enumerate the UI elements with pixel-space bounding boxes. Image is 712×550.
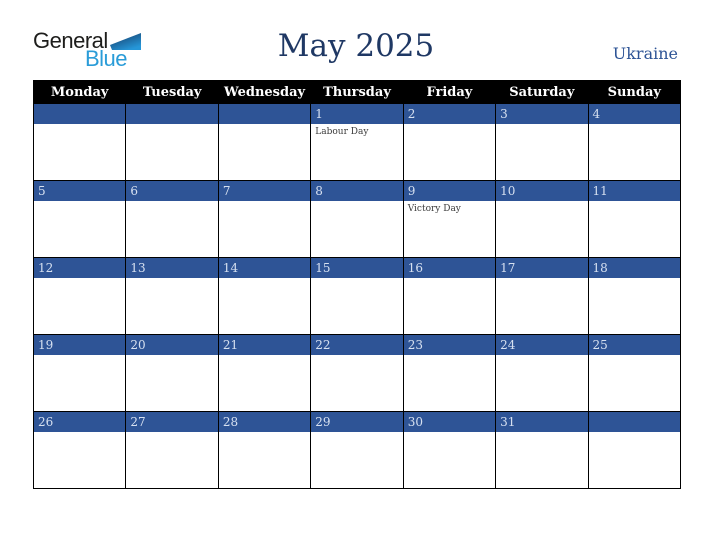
holiday-label	[589, 124, 680, 138]
holiday-label	[404, 278, 495, 292]
date-bar	[404, 104, 495, 124]
month-calendar	[33, 80, 681, 489]
holiday-label	[404, 355, 495, 369]
day-cell	[218, 258, 310, 335]
holiday-label	[496, 432, 587, 446]
day-cell	[34, 181, 126, 258]
date-bar	[589, 258, 680, 278]
day-cell	[126, 181, 218, 258]
day-cell	[496, 412, 588, 489]
holiday-label	[404, 124, 495, 138]
date-bar	[404, 181, 495, 201]
holiday-label	[34, 278, 125, 292]
date-bar	[34, 335, 125, 355]
date-number: 24	[500, 338, 516, 352]
date-bar	[126, 181, 217, 201]
date-bar	[126, 412, 217, 432]
day-cell	[496, 335, 588, 412]
holiday-label	[126, 124, 217, 138]
holiday-label	[311, 432, 402, 446]
day-cell	[34, 258, 126, 335]
day-cell	[218, 335, 310, 412]
day-cell	[311, 258, 403, 335]
date-bar	[34, 412, 125, 432]
weekday-wednesday: Wednesday	[218, 81, 310, 104]
date-number: 4	[592, 107, 601, 121]
date-number: 28	[222, 415, 239, 429]
holiday-label	[496, 278, 587, 292]
date-bar	[219, 412, 310, 432]
weekday-header-row	[34, 81, 681, 104]
day-cell	[588, 104, 680, 181]
holiday-label: Victory Day	[407, 204, 461, 214]
date-bar	[404, 335, 495, 355]
holiday-label	[126, 432, 217, 446]
holiday-label	[219, 355, 310, 369]
date-number: 18	[592, 261, 608, 275]
day-cell	[126, 335, 218, 412]
holiday-label	[219, 124, 310, 138]
day-cell	[126, 104, 218, 181]
date-number: 11	[592, 184, 608, 198]
holiday-label	[496, 355, 587, 369]
date-bar	[219, 181, 310, 201]
date-number: 19	[38, 338, 54, 352]
holiday-label	[219, 201, 310, 215]
day-cell	[588, 258, 680, 335]
date-bar	[311, 258, 402, 278]
date-bar	[219, 258, 310, 278]
date-bar	[311, 412, 402, 432]
date-number: 31	[500, 415, 516, 429]
day-cell	[403, 104, 495, 181]
date-bar	[589, 335, 680, 355]
date-number: 20	[130, 338, 146, 352]
date-number: 3	[500, 107, 508, 121]
holiday-label	[34, 355, 125, 369]
date-bar	[34, 181, 125, 201]
logo-text-blue: Blue	[85, 46, 128, 71]
date-number: 16	[407, 261, 423, 275]
day-cell	[218, 412, 310, 489]
day-cell	[218, 181, 310, 258]
date-number: 29	[315, 415, 331, 429]
holiday-label	[311, 201, 402, 215]
date-number: 14	[222, 261, 239, 275]
date-bar	[219, 335, 310, 355]
day-cell	[588, 181, 680, 258]
date-number: 22	[315, 338, 331, 352]
date-number: 23	[407, 338, 423, 352]
day-cell	[34, 412, 126, 489]
day-cell	[218, 104, 310, 181]
date-bar	[404, 412, 495, 432]
week-row	[34, 181, 681, 258]
holiday-label	[311, 355, 402, 369]
day-cell	[311, 412, 403, 489]
date-bar	[589, 104, 680, 124]
week-row	[34, 258, 681, 335]
holiday-label	[219, 432, 310, 446]
country-label: Ukraine	[612, 44, 678, 63]
date-bar	[496, 335, 587, 355]
date-number: 30	[407, 415, 423, 429]
date-bar	[404, 258, 495, 278]
day-cell	[496, 181, 588, 258]
week-row	[34, 104, 681, 181]
date-bar	[589, 181, 680, 201]
date-number: 27	[130, 415, 146, 429]
day-cell	[403, 335, 495, 412]
week-row	[34, 335, 681, 412]
day-cell	[126, 258, 218, 335]
date-bar	[34, 104, 125, 124]
date-number: 15	[315, 261, 331, 275]
day-cell	[403, 412, 495, 489]
date-bar	[126, 104, 217, 124]
holiday-label	[126, 355, 217, 369]
weekday-sunday: Sunday	[588, 81, 680, 104]
logo-text-general: General	[33, 28, 108, 53]
holiday-label	[589, 432, 680, 446]
date-number: 13	[130, 261, 146, 275]
holiday-label	[34, 201, 125, 215]
holiday-label	[126, 278, 217, 292]
holiday-label	[496, 201, 587, 215]
holiday-label	[219, 278, 310, 292]
weekday-saturday: Saturday	[496, 81, 588, 104]
day-cell	[496, 104, 588, 181]
date-number: 8	[315, 184, 323, 198]
day-cell	[588, 335, 680, 412]
holiday-label	[589, 201, 680, 215]
date-bar	[126, 335, 217, 355]
day-cell	[311, 335, 403, 412]
date-bar	[311, 104, 402, 124]
holiday-label	[404, 432, 495, 446]
holiday-label	[496, 124, 587, 138]
date-number: 6	[130, 184, 139, 198]
date-bar	[311, 181, 402, 201]
day-cell	[126, 412, 218, 489]
weekday-friday: Friday	[403, 81, 495, 104]
date-bar	[34, 258, 125, 278]
holiday-label	[34, 124, 125, 138]
holiday-label	[589, 278, 680, 292]
date-bar	[219, 104, 310, 124]
day-cell	[34, 104, 126, 181]
day-cell	[496, 258, 588, 335]
page-title: May 2025	[277, 28, 435, 64]
weekday-tuesday: Tuesday	[126, 81, 218, 104]
day-cell	[311, 104, 403, 181]
holiday-label	[311, 278, 402, 292]
date-number: 25	[592, 338, 608, 352]
day-cell	[311, 181, 403, 258]
holiday-label	[34, 432, 125, 446]
date-number: 1	[315, 107, 323, 121]
date-number: 7	[222, 184, 231, 198]
holiday-label	[589, 355, 680, 369]
day-cell	[34, 335, 126, 412]
date-number: 9	[407, 184, 416, 198]
week-row	[34, 412, 681, 489]
date-number: 2	[407, 107, 416, 121]
date-bar	[496, 104, 587, 124]
date-number: 17	[500, 261, 516, 275]
date-bar	[589, 412, 680, 432]
date-number: 26	[38, 415, 54, 429]
day-cell	[403, 258, 495, 335]
date-bar	[496, 258, 587, 278]
date-bar	[496, 181, 587, 201]
day-cell	[588, 412, 680, 489]
holiday-label	[126, 201, 217, 215]
weekday-monday: Monday	[34, 81, 126, 104]
date-bar	[311, 335, 402, 355]
date-number: 10	[500, 184, 516, 198]
date-bar	[496, 412, 587, 432]
date-number: 21	[222, 338, 239, 352]
date-number: 5	[38, 184, 46, 198]
weekday-thursday: Thursday	[311, 81, 403, 104]
date-bar	[126, 258, 217, 278]
day-cell	[403, 181, 495, 258]
holiday-label: Labour Day	[315, 127, 369, 137]
date-number: 12	[38, 261, 54, 275]
